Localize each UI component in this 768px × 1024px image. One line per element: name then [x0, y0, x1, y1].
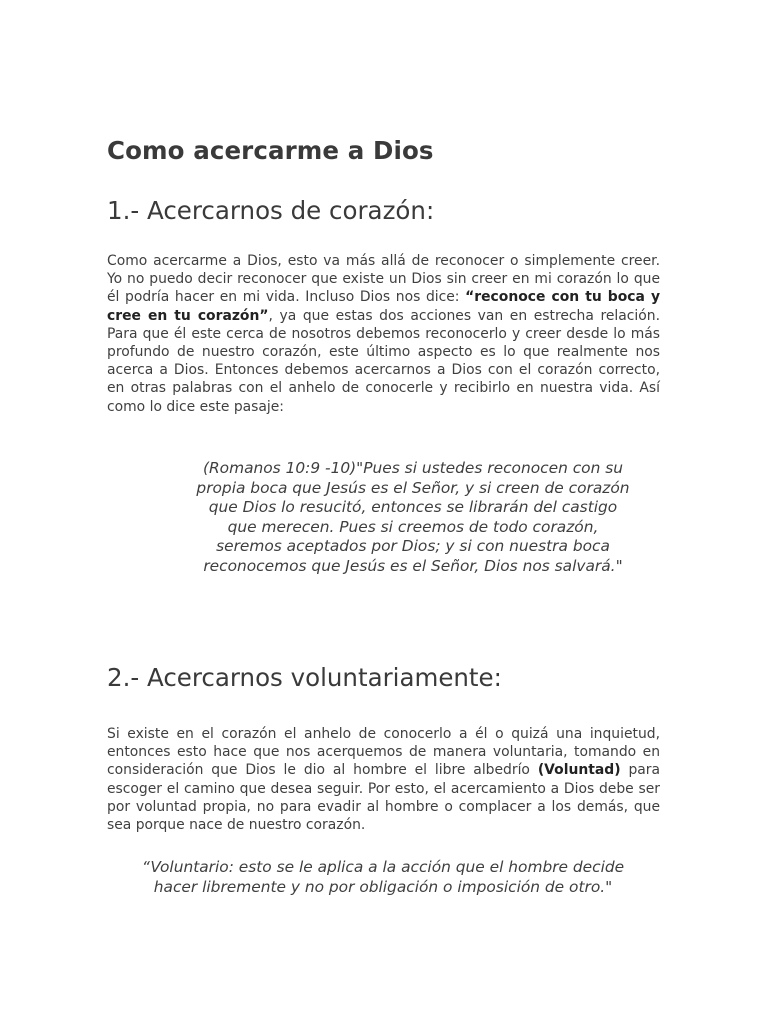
section-2-text-after: para escoger el camino que desea seguir. Por esto, el acercamiento a Dios debe ser por voluntad propia, no para evadir al hombre o complacer a los demás, que sea porque nace de nuestro corazón. [107, 762, 661, 834]
section-2-emphasis: (Voluntad) [537, 762, 621, 779]
section-1-paragraph [107, 252, 660, 416]
page-title: Como acercarme a Dios [107, 136, 434, 165]
section-1-heading: 1.- Acercarnos de corazón: [107, 196, 435, 225]
section-1-emphasis: “reconoce con tu boca y cree en tu corazón” [107, 289, 661, 324]
section-1-text-before: Como acercarme a Dios, esto va más allá de reconocer o simplemente creer. Yo no puedo decir reconocer que existe un Dios sin creer en mi corazón lo que él podría hacer en mi vida. Incluso Dios nos dice: [107, 253, 660, 306]
section-2-text-before: Si existe en el corazón el anhelo de conocerlo a él o quizá una inquietud, entonces esto hace que nos acerquemos de manera voluntaria, tomando en consideración que Dios le dio al hombre el libre albedrío [107, 726, 660, 779]
section-1-quote: (Romanos 10:9 -10)"Pues si ustedes reconocen con su propia boca que Jesús es el Señor, y si creen de corazón que Dios lo resucitó, entonces se librarán del castigo que merecen. Pues si creemos de todo corazón, seremos aceptados por Dios; y si con nuestra boca reconocemos que Jesús es el Señor, Dios nos salvará." [196, 459, 630, 575]
section-2-quote: “Voluntario: esto se le aplica a la acción que el hombre decide hacer libremente y no por obligación o imposición de otro." [141, 858, 625, 896]
section-2-heading: 2.- Acercarnos voluntariamente: [107, 663, 502, 692]
section-1-text-after: , ya que estas dos acciones van en estrecha relación. Para que él este cerca de nosotros debemos reconocerlo y creer desde lo más profundo de nuestro corazón, este último aspecto es lo que realmente nos acerca a Dios. Entonces debemos acercarnos a Dios con el corazón correcto, en otras palabras con el anhelo de conocerle y recibirlo en nuestra vida. Así como lo dice este pasaje: [107, 307, 661, 415]
section-2-paragraph [107, 725, 660, 834]
